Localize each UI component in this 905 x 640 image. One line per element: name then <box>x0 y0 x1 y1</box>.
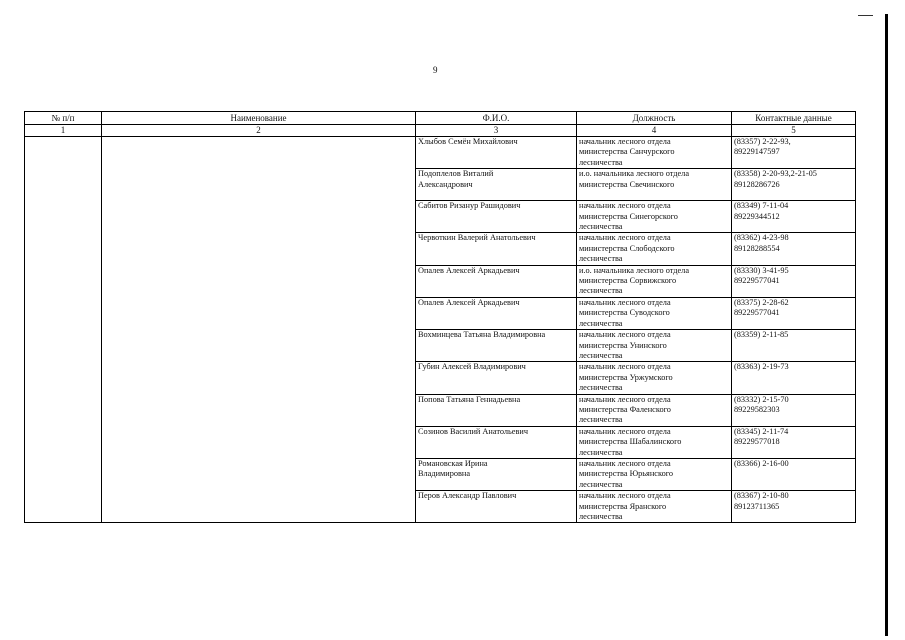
column-number-row <box>25 125 856 137</box>
position-cell-line: лесничества <box>579 415 623 425</box>
position-cell-line: министерства Слободского <box>579 243 675 253</box>
position-cell-line: начальник лесного отдела <box>579 426 671 436</box>
fio-cell <box>416 394 577 426</box>
position-cell-line: лесничества <box>579 512 623 521</box>
header-position: Должность <box>577 112 732 125</box>
position-cell-line: лесничества <box>579 479 623 489</box>
fio-cell <box>416 458 577 490</box>
fio-cell-line: Опалев Алексей Аркадьевич <box>418 265 520 275</box>
fio-cell-line: Александрович <box>418 179 473 189</box>
fio-cell-line: Червоткин Валерий Анатольевич <box>418 233 536 243</box>
position-cell-line: лесничества <box>579 447 623 457</box>
contacts-cell-line: 89128288554 <box>734 243 780 253</box>
fio-cell <box>416 426 577 458</box>
contacts-cell <box>732 426 856 458</box>
contacts-cell-line: (83357) 2-22-93, <box>734 137 791 146</box>
position-cell <box>577 169 732 201</box>
contacts-cell-line: 89128286726 <box>734 179 780 189</box>
fio-cell-line: Сабитов Ризанур Рашидович <box>418 201 521 211</box>
position-cell-line: министерства Шабалинского <box>579 437 682 447</box>
position-cell-line: министерства Яранского <box>579 501 667 511</box>
contacts-cell-line: 89229344512 <box>734 211 780 221</box>
fio-cell <box>416 233 577 265</box>
position-cell <box>577 201 732 233</box>
contacts-cell-line: (83363) 2-19-73 <box>734 362 789 372</box>
position-cell-line: министерства Фаленского <box>579 404 671 414</box>
fio-cell <box>416 137 577 169</box>
position-cell-line: начальник лесного отдела <box>579 458 671 468</box>
header-row <box>25 112 856 125</box>
fio-cell-line: Подоплелов Виталий <box>418 169 494 179</box>
column-number: 2 <box>102 125 416 137</box>
position-cell-line: министерства Юрьянского <box>579 469 674 479</box>
position-cell-line: министерства Синегорского <box>579 211 678 221</box>
position-cell <box>577 330 732 362</box>
fio-cell <box>416 297 577 329</box>
header-contacts: Контактные данные <box>732 112 856 125</box>
position-cell-line: начальник лесного отдела <box>579 297 671 307</box>
contacts-cell-line: 89229147597 <box>734 147 780 157</box>
fio-cell-line: Романовская Ирина <box>418 458 488 468</box>
fio-cell-line: Вохминцева Татьяна Владимировна <box>418 330 546 340</box>
fio-cell-line: Губин Алексей Владимирович <box>418 362 526 372</box>
position-cell-line: министерства Уржумского <box>579 372 673 382</box>
contacts-cell <box>732 265 856 297</box>
header-fio: Ф.И.О. <box>416 112 577 125</box>
position-cell-line: начальник лесного отдела <box>579 201 671 211</box>
position-cell-line: и.о. начальника лесного отдела <box>579 169 689 179</box>
column-number: 1 <box>25 125 102 137</box>
fio-cell <box>416 491 577 523</box>
page-number: 9 <box>433 65 438 75</box>
position-cell-line: министерства Свечинского <box>579 179 675 189</box>
header-name: Наименование <box>102 112 416 125</box>
position-cell-line: начальник лесного отдела <box>579 330 671 340</box>
contacts-cell <box>732 233 856 265</box>
fio-cell-line: Владимировна <box>418 469 471 479</box>
position-cell <box>577 297 732 329</box>
position-cell-line: начальник лесного отдела <box>579 394 671 404</box>
position-cell <box>577 394 732 426</box>
contacts-cell-line: (83330) 3-41-95 <box>734 265 789 275</box>
position-cell-line: начальник лесного отдела <box>579 233 671 243</box>
position-cell <box>577 265 732 297</box>
contacts-cell <box>732 297 856 329</box>
position-cell <box>577 362 732 394</box>
margin-tick <box>858 15 873 16</box>
contacts-cell <box>732 394 856 426</box>
contacts-cell-line: 89123711365 <box>734 501 780 511</box>
contacts-cell-line: (83375) 2-28-62 <box>734 297 789 307</box>
contacts-cell-line: (83358) 2-20-93,2-21-05 <box>734 169 817 179</box>
position-cell <box>577 137 732 169</box>
contacts-cell <box>732 362 856 394</box>
fio-cell-line: Перов Александр Павлович <box>418 491 517 501</box>
contacts-cell-line: (83332) 2-15-70 <box>734 394 789 404</box>
column-number: 4 <box>577 125 732 137</box>
fio-cell <box>416 330 577 362</box>
position-cell-line: лесничества <box>579 318 623 328</box>
position-cell <box>577 458 732 490</box>
contacts-cell <box>732 201 856 233</box>
position-cell-line: лесничества <box>579 350 623 360</box>
contacts-cell-line: 89229577041 <box>734 276 780 286</box>
contacts-cell-line: (83366) 2-16-00 <box>734 458 789 468</box>
position-cell-line: министерства Унинского <box>579 340 667 350</box>
position-cell-line: министерства Санчурского <box>579 147 675 157</box>
position-cell-line: и.о. начальника лесного отдела <box>579 265 689 275</box>
contacts-cell-line: (83359) 2-11-85 <box>734 330 789 340</box>
contacts-cell <box>732 491 856 523</box>
position-cell-line: министерства Сорвижского <box>579 276 677 286</box>
position-cell-line: начальник лесного отдела <box>579 137 671 146</box>
contacts-cell <box>732 330 856 362</box>
contacts-table <box>24 111 856 523</box>
column-number: 5 <box>732 125 856 137</box>
contacts-cell-line: (83345) 2-11-74 <box>734 426 789 436</box>
column-number: 3 <box>416 125 577 137</box>
fio-cell <box>416 265 577 297</box>
position-cell-line: лесничества <box>579 383 623 393</box>
contacts-cell-line: (83367) 2-10-80 <box>734 491 789 501</box>
fio-cell <box>416 362 577 394</box>
table-row <box>25 137 856 169</box>
position-cell-line: лесничества <box>579 222 623 232</box>
position-cell-line: начальник лесного отдела <box>579 362 671 372</box>
contacts-cell-line: (83349) 7-11-04 <box>734 201 789 211</box>
fio-cell-line: Попова Татьяна Геннадьевна <box>418 394 521 404</box>
contacts-cell <box>732 169 856 201</box>
page-edge-line <box>885 14 888 636</box>
position-cell-line: лесничества <box>579 254 623 264</box>
fio-cell <box>416 201 577 233</box>
name-cell <box>102 137 416 523</box>
contacts-cell-line: 89229577018 <box>734 437 780 447</box>
position-cell-line: лесничества <box>579 157 623 167</box>
position-cell <box>577 491 732 523</box>
position-cell <box>577 426 732 458</box>
header-number: № п/п <box>25 112 102 125</box>
fio-cell-line: Созинов Василий Анатольевич <box>418 426 529 436</box>
fio-cell <box>416 169 577 201</box>
contacts-cell <box>732 137 856 169</box>
contacts-cell-line: 89229582303 <box>734 404 780 414</box>
position-cell-line: начальник лесного отдела <box>579 491 671 501</box>
contacts-cell-line: 89229577041 <box>734 308 780 318</box>
fio-cell-line: Хлыбов Семён Михайлович <box>418 137 518 146</box>
contacts-cell-line: (83362) 4-23-98 <box>734 233 789 243</box>
number-cell <box>25 137 102 523</box>
position-cell-line: лесничества <box>579 286 623 296</box>
position-cell-line: министерства Суводского <box>579 308 670 318</box>
position-cell <box>577 233 732 265</box>
contacts-cell <box>732 458 856 490</box>
fio-cell-line: Опалев Алексей Аркадьевич <box>418 297 520 307</box>
